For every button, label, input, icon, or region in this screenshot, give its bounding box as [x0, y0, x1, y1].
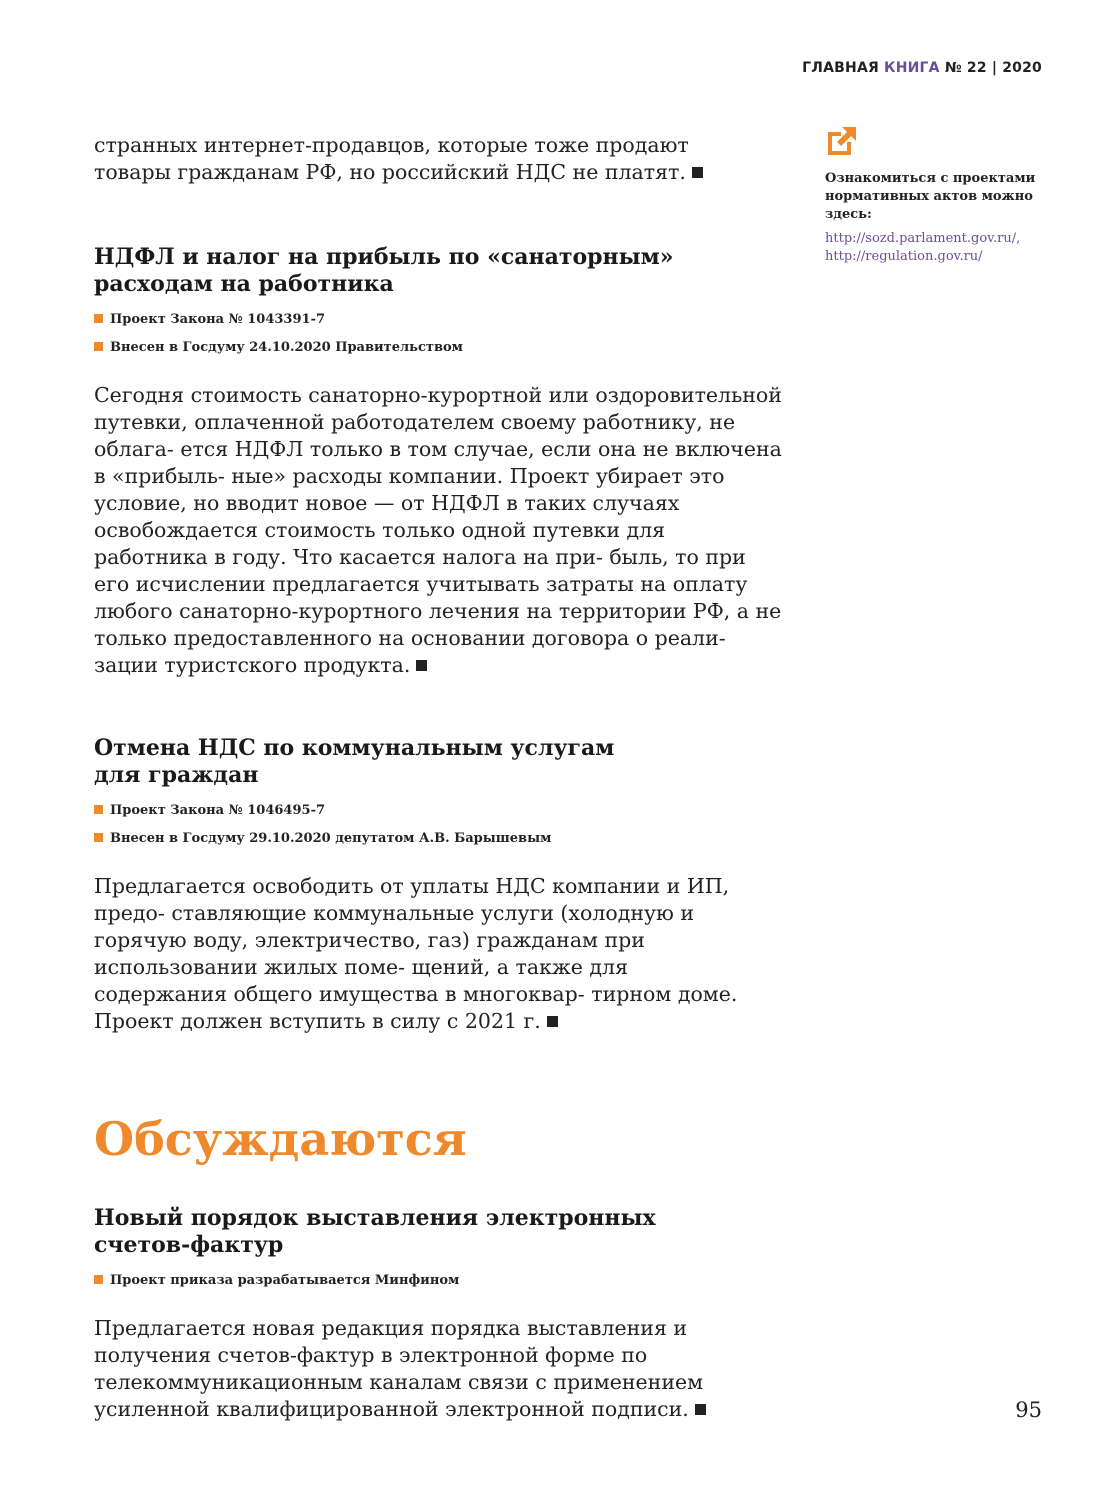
meta-item: Проект Закона № 1046495-7 — [94, 797, 784, 825]
section1-title: НДФЛ и налог на прибыль по «санаторным» расходам на работника — [94, 244, 674, 297]
brand-main: ГЛАВНАЯ — [802, 60, 879, 76]
section3-title: Новый порядок выставления электронных счетов-фактур — [94, 1205, 656, 1258]
end-mark — [547, 1016, 558, 1027]
meta-item: Внесен в Госдуму 29.10.2020 депутатом А.В. Барышевым — [94, 825, 784, 853]
sidebar-link-sozd[interactable]: http://sozd.parlament.gov.ru/, — [825, 231, 1021, 246]
magazine-header — [802, 60, 1042, 76]
bullet-square-icon — [94, 314, 103, 323]
bullet-square-icon — [94, 805, 103, 814]
end-mark — [692, 167, 703, 178]
sidebar-note — [825, 124, 1050, 266]
bullet-square-icon — [94, 833, 103, 842]
meta-item: Проект Закона № 1043391-7 — [94, 306, 784, 334]
issue-number: № 22 | 2020 — [944, 60, 1042, 76]
section1-meta — [94, 306, 784, 362]
intro-paragraph: странных интернет-продавцов, которые тоже продают товары гражданам РФ, но российский НДС не платят. — [94, 132, 734, 186]
section-heading-discussed: Обсуждаются — [94, 1112, 467, 1166]
bullet-square-icon — [94, 1275, 103, 1284]
section2-meta — [94, 797, 784, 853]
sidebar-text: Ознакомиться с проектами нормативных актов можно здесь: — [825, 171, 1036, 222]
brand-accent: КНИГА — [884, 60, 940, 76]
main-column — [94, 132, 784, 1423]
page-number: 95 — [1015, 1398, 1042, 1422]
section2-title: Отмена НДС по коммунальным услугам для граждан — [94, 735, 615, 788]
bullet-square-icon — [94, 342, 103, 351]
meta-item: Проект приказа разрабатывается Минфином — [94, 1267, 784, 1295]
end-mark — [695, 1404, 706, 1415]
end-mark — [416, 660, 427, 671]
meta-item: Внесен в Госдуму 24.10.2020 Правительством — [94, 334, 784, 362]
section3-meta — [94, 1267, 784, 1295]
sidebar-link-regulation[interactable]: http://regulation.gov.ru/ — [825, 249, 983, 264]
section1-body: Сегодня стоимость санаторно-курортной или оздоровительной путевки, оплаченной работодателем своему работнику, не облага- ется НДФЛ только в том случае, если она не включена в «прибыль- ные» расходы компании. Проект убирает это условие, но вводит новое — от НДФЛ в таких случаях освобождается стоимость только одной путевки для работника в году. Что касается налога на при- быль, то при его исчислении предлагается учитывать затраты на оплату любого санаторно-курортного лечения на территории РФ, а не только предоставленного на основании договора о реали- зации туристского продукта. — [94, 383, 782, 677]
section3-body: Предлагается новая редакция порядка выставления и получения счетов-фактур в электронной форме по телекоммуникационным каналам связи с применением усиленной квалифицированной электронной подписи. — [94, 1315, 759, 1423]
external-link-icon — [825, 124, 859, 158]
section2-body: Предлагается освободить от уплаты НДС компании и ИП, предо- ставляющие коммунальные услуги (холодную и горячую воду, электричество, газ) гражданам при использовании жилых поме- щений, а также для содержания общего имущества в многоквар- тирном доме. Проект должен вступить в силу с 2021 г. — [94, 874, 738, 1033]
